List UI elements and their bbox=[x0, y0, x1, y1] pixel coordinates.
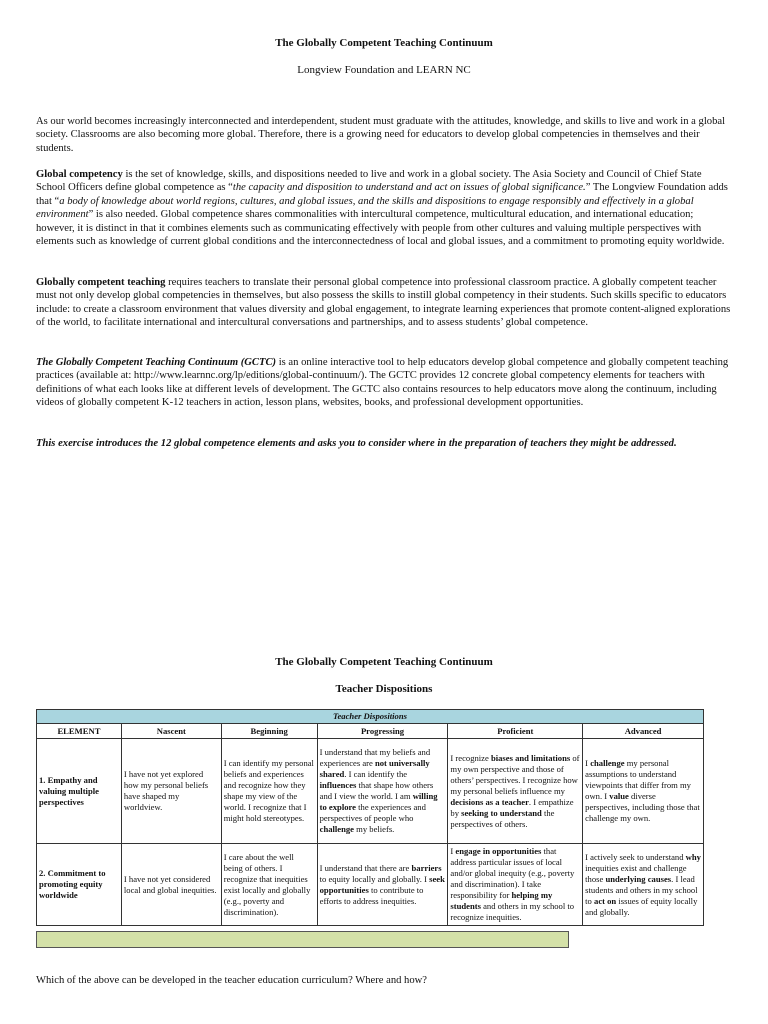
proficient-cell bbox=[448, 739, 583, 844]
beginning-cell: I care about the well being of others. I recognize that inequities exist locally and globally (e.g., poverty and discrimination). bbox=[221, 844, 317, 926]
emphasis-text: helping my students bbox=[450, 890, 553, 911]
column-header: Proficient bbox=[448, 724, 583, 739]
intro-paragraph-5 bbox=[36, 437, 732, 450]
cell-text: of my own perspective and those of others’ perspectives. I recognize how my personal beliefs influence my bbox=[450, 752, 580, 796]
p2-text-3: ” is also needed. Global competence shares commonalities with intercultural competence, multicultural education, and international education; however, it is distinct in that it combines elements such as communicating effectively with people from other cultures and valuing multiple perspectives with elements such as knowledge of current global conditions and the interconnectedness of local and global issues, and a commitment to promoting equity worldwide. bbox=[36, 209, 725, 248]
emphasis-text: value bbox=[609, 791, 629, 801]
column-header: ELEMENT bbox=[37, 724, 122, 739]
intro-paragraph-3 bbox=[36, 276, 732, 330]
emphasis-text: seek opportunities bbox=[319, 873, 445, 895]
cell-text: . I can identify the bbox=[344, 769, 408, 779]
emphasis-text: engage in opportunities bbox=[455, 846, 542, 856]
emphasis-text: biases and limitations bbox=[490, 752, 571, 763]
cell-text: . I empathize by bbox=[450, 796, 574, 818]
emphasis-text: seeking to understand bbox=[461, 807, 542, 818]
advanced-cell bbox=[583, 844, 704, 926]
p2-text-2: ” The Longview Foundation adds that “ bbox=[36, 182, 728, 207]
emphasis-text: act on bbox=[594, 895, 617, 906]
element-cell: 2. Commitment to promoting equity worldwide bbox=[37, 844, 122, 926]
table-header-row bbox=[37, 724, 704, 739]
term-gctc: The Globally Competent Teaching Continuum (GCTC) bbox=[36, 357, 277, 368]
cell-text: diverse perspectives, including those that challenge my own. bbox=[585, 791, 700, 823]
cell-text: . I lead students and others in my school to bbox=[585, 873, 698, 906]
cell-text: I bbox=[450, 846, 456, 856]
page-title: The Globally Competent Teaching Continuum bbox=[275, 37, 493, 49]
emphasis-text: challenge bbox=[590, 758, 625, 768]
cell-text: that shape how others and I view the world. I am bbox=[319, 780, 434, 801]
intro-paragraph-2 bbox=[36, 168, 732, 248]
cell-text: issues of equity locally and globally. bbox=[585, 895, 698, 917]
table-footer-bar bbox=[36, 931, 569, 948]
emphasis-text: challenge bbox=[319, 824, 354, 834]
nascent-cell: I have not yet explored how my personal beliefs have shaped my worldview. bbox=[121, 739, 221, 844]
proficient-cell bbox=[448, 844, 583, 926]
cell-text: I understand that there are bbox=[319, 862, 412, 873]
cell-text: my personal assumptions to understand viewpoints that differ from my own. I bbox=[585, 758, 691, 801]
column-header: Advanced bbox=[583, 724, 704, 739]
emphasis-text: willing to explore bbox=[319, 791, 438, 812]
discussion-question: Which of the above can be developed in the teacher education curriculum? Where and how? bbox=[36, 975, 428, 986]
cell-text: that address particular issues of local and/or global inequity (e.g., poverty and discrimination). I take responsibility for bbox=[450, 846, 575, 900]
p2-quote-2: a body of knowledge about world regions, cultures, and global issues, and the skills and dispositions to engage responsibly and effectively in a global environment bbox=[36, 195, 694, 221]
nascent-cell: I have not yet considered local and global inequities. bbox=[121, 844, 221, 926]
cell-text: I understand that my beliefs and experiences are bbox=[319, 747, 431, 768]
exercise-instructions: This exercise introduces the 12 global competence elements and asks you to consider where in the preparation of teachers they might be addressed. bbox=[36, 438, 677, 449]
p3-text: requires teachers to translate their personal global competence into professional classroom practice. A globally competent teacher must not only develop global competencies in themselves, but also possess the skills to instill global competency in their students. Such skills specific to educators include: to create a classroom environment that values diversity and global engagement, to integrate learning experiences that promote content-aligned explorations of the world, to facilitate international and intercultural conversations and partnerships, and to assess students’ global competence. bbox=[36, 277, 731, 329]
section-subtitle: Teacher Dispositions bbox=[335, 683, 433, 695]
cell-text: I actively seek to understand bbox=[585, 851, 686, 862]
advanced-cell bbox=[583, 739, 704, 844]
p4-text: is an online interactive tool to help educators develop global competence and globally competent teaching practices (available at: http://www.learnnc.org/lp/editions/global-continuum/). The GCTC provides 12 concrete global competency elements for teachers with definitions of what each looks like at different levels of development. The GCTC also contains resources to help educators move along the continuum, including videos of globally competent K-12 teachers in action, lesson plans, websites, books, and professional development opportunities. bbox=[36, 357, 729, 409]
emphasis-text: why bbox=[685, 851, 701, 862]
term-global-competency: Global competency bbox=[36, 169, 123, 180]
cell-text: I bbox=[585, 758, 591, 768]
page-subtitle: Longview Foundation and LEARN NC bbox=[297, 64, 471, 76]
progressing-cell bbox=[317, 844, 448, 926]
emphasis-text: barriers bbox=[411, 862, 442, 873]
cell-text: to equity locally and globally. I bbox=[319, 873, 430, 884]
emphasis-text: influences bbox=[319, 780, 357, 790]
column-header: Nascent bbox=[121, 724, 221, 739]
cell-text: to contribute to efforts to address inequities. bbox=[319, 884, 424, 906]
continuum-table bbox=[36, 709, 704, 926]
element-cell: 1. Empathy and valuing multiple perspectives bbox=[37, 739, 122, 844]
column-header: Beginning bbox=[221, 724, 317, 739]
cell-text: my beliefs. bbox=[354, 824, 395, 834]
intro-paragraph-4 bbox=[36, 356, 732, 410]
cell-text: the perspectives of others. bbox=[450, 807, 555, 829]
intro-paragraph-1: As our world becomes increasingly interconnected and interdependent, student must graduate with the attitudes, knowledge, and skills to live and work in a global society. Classrooms are also becoming more global. Therefore, there is a growing need for educators to develop global competencies in themselves and their students. bbox=[36, 116, 726, 154]
table-banner-row bbox=[37, 710, 704, 724]
table-banner: Teacher Dispositions bbox=[37, 710, 704, 724]
table-row bbox=[37, 739, 704, 844]
cell-text: and others in my school to recognize inequities. bbox=[450, 901, 575, 922]
beginning-cell: I can identify my personal beliefs and experiences and recognize how they shape my view of the world. I recognize that I might hold stereotypes. bbox=[221, 739, 317, 844]
cell-text: I recognize bbox=[450, 752, 491, 763]
emphasis-text: underlying causes bbox=[605, 873, 672, 884]
cell-text: inequities exist and challenge those bbox=[585, 862, 687, 884]
p2-quote-1: the capacity and disposition to understand and act on issues of global significance. bbox=[232, 182, 586, 194]
emphasis-text: decisions as a teacher bbox=[450, 796, 529, 807]
cell-text: the experiences and perspectives of people who bbox=[319, 802, 426, 823]
emphasis-text: not universally shared bbox=[319, 758, 430, 779]
column-header: Progressing bbox=[317, 724, 448, 739]
progressing-cell bbox=[317, 739, 448, 844]
table-row bbox=[37, 844, 704, 926]
term-globally-competent-teaching: Globally competent teaching bbox=[36, 277, 166, 288]
p2-text-1: is the set of knowledge, skills, and dispositions needed to live and work in a global society. The Asia Society and Council of Chief State School Officers define global competence as “ bbox=[36, 169, 702, 194]
section-title: The Globally Competent Teaching Continuum bbox=[275, 656, 493, 668]
